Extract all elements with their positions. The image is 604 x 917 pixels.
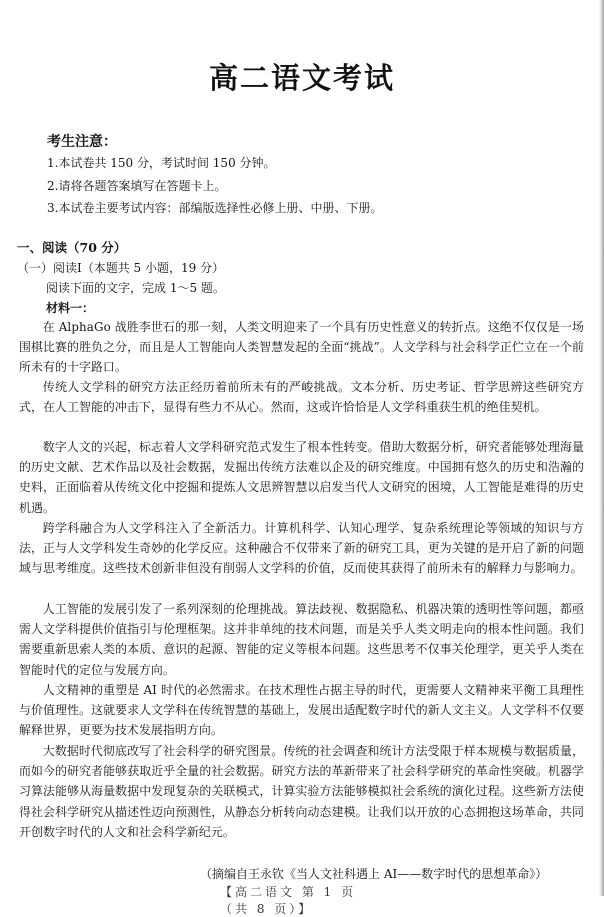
notice-item: 3.本试卷主要考试内容：部编版选择性必修上册、中册、下册。 bbox=[47, 201, 383, 215]
material-label: 材料一： bbox=[46, 301, 95, 315]
section-heading: 一、阅读（70 分） bbox=[17, 240, 127, 255]
paragraph-3: 数字人文的兴起，标志着人文学科研究范式发生了根本性转变。借助大数据分析，研究者能够处理海量的历史文献、艺术作品以及社会数据，发掘出传统方法难以企及的研究维度。中国拥有悠久的历史和浩瀚的史料，正面临着从传统文化中挖掘和提炼人文思辨智慧以启发当代人文研究的困境，人工智能是难得的历史机遇。 bbox=[19, 440, 584, 515]
notice-item: 1.本试卷共 150 分，考试时间 150 分钟。 bbox=[47, 156, 276, 170]
page-footer-text: 【高二语文 第 1 页（共 8 页）】 bbox=[220, 885, 357, 916]
subsection-heading: （一）阅读Ⅰ（本题共 5 小题，19 分） bbox=[17, 261, 225, 275]
paragraph-6: 人文精神的重塑是 AI 时代的必然需求。在技术理性占据主导的时代，更需要人文精神来平衡工具理性与价值理性。这就要求人文学科在传统智慧的基础上，发展出适配数字时代的新人文主义。人文学科不仅要解释世界，更要为技术发展指明方向。 bbox=[19, 683, 584, 738]
paragraph-7: 大数据时代彻底改写了社会科学的研究图景。传统的社会调查和统计方法受限于样本规模与数据质量，而如今的研究者能够获取近乎全量的社会数据。研究方法的革新带来了社会科学研究的革命性突破。机器学习算法能够从海量数据中发现复杂的关联模式，计算实验方法能够模拟社会系统的演化过程。这些新方法使得社会科学研究从描述性迈向预测性，从静态分析转向动态建模。让我们以开放的心态拥抱这场革命，共同开创数字时代的人文和社会科学新纪元。 bbox=[19, 744, 584, 839]
paragraph-2: 传统人文学科的研究方法正经历着前所未有的严峻挑战。文本分析、历史考证、哲学思辨这些研究方式，在人工智能的冲击下，显得有些力不从心。然而，这或许恰恰是人文学科重获生机的绝佳契机。 bbox=[19, 380, 584, 415]
page-footer bbox=[220, 885, 360, 916]
paragraph-4: 跨学科融合为人文学科注入了全新活力。计算机科学、认知心理学、复杂系统理论等领域的知识与方法，正与人文学科发生奇妙的化学反应。这种融合不仅带来了新的研究工具，更为关键的是开启了新的问题域与思考维度。这些技术创新非但没有削弱人文学科的价值，反而使其获得了前所未有的解释力与影响力。 bbox=[19, 521, 584, 576]
page-edge-shadow bbox=[599, 0, 604, 896]
notice-item: 2.请将各题答案填写在答题卡上。 bbox=[47, 179, 227, 193]
instruction: 阅读下面的文字，完成 1～5 题。 bbox=[46, 281, 225, 295]
paragraph-5: 人工智能的发展引发了一系列深刻的伦理挑战。算法歧视、数据隐私、机器决策的透明性等问题，都亟需人文学科提供价值指引与伦理框架。这并非单纯的技术问题，而是关乎人类文明走向的根本性问题。我们需要重新思索人类的本质、意识的起源、智能的定义等根本问题。这些思考不仅事关伦理学，更关乎人类在智能时代的定位与发展方向。 bbox=[19, 602, 584, 677]
notice-heading: 考生注意： bbox=[47, 134, 117, 150]
article-source: （摘编自王永钦《当人文社科遇上 AI——数字时代的思想革命》） bbox=[200, 867, 548, 881]
exam-title: 高二语文考试 bbox=[208, 61, 395, 95]
paragraph-1: 在 AlphaGo 战胜李世石的那一刻，人类文明迎来了一个具有历史性意义的转折点。这绝不仅仅是一场围棋比赛的胜负之分，而且是人工智能向人类智慧发起的全面“挑战”。人文学科与社会科学正伫立在一个前所未有的十字路口。 bbox=[19, 320, 584, 375]
